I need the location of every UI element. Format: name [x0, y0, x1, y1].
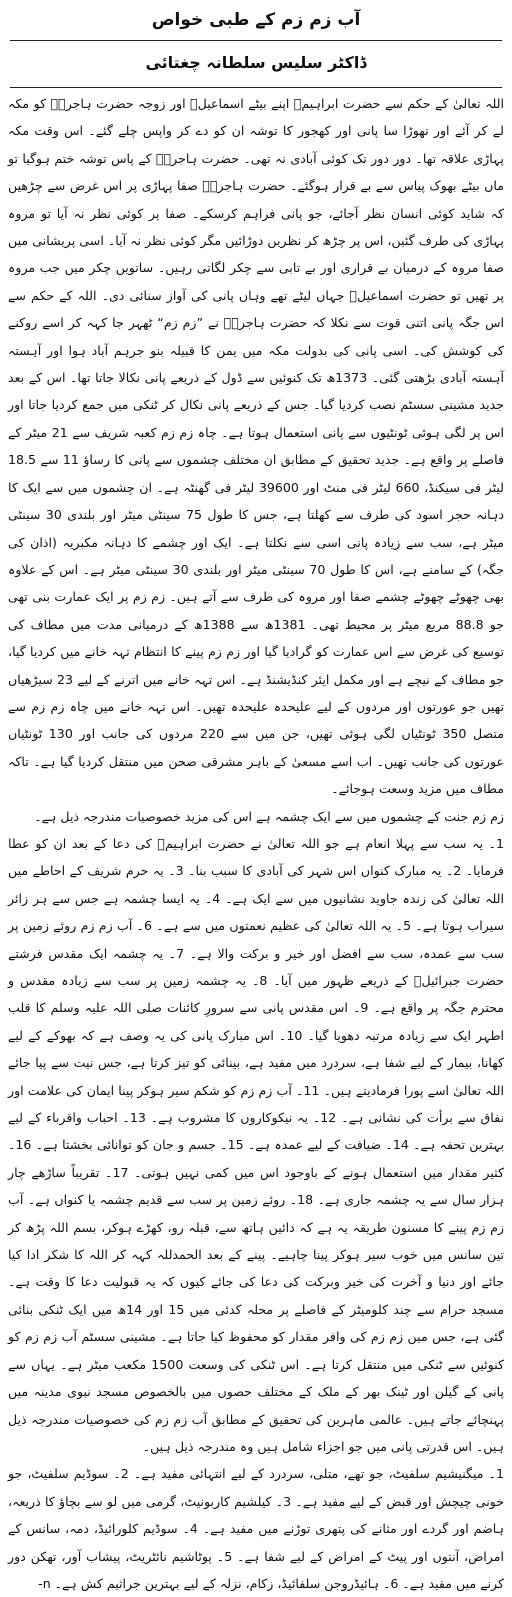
paragraph-history: اللہ تعالیٰ کے حکم سے حضرت ابراہیمؑ اپنے بیٹے اسماعیلؑ اور زوجہ حضرت ہاجرہؑ کو مکہ لے کر آئے اور تھوڑا سا پانی اور کھجور کا توشہ ان کو دے کر واپس چلے گئے۔ اس وقت مکہ پہاڑی علاقہ تھا۔ دور دور تک کوئی آبادی نہ تھی۔ حضرت ہاجرہؑ کے پاس توشہ ختم ہوگیا تو ماں بیٹے بھوک پیاس سے بے قرار ہوگئے۔ حضرت ہاجرہؑ صفا پہاڑی پر اس غرض سے چڑھیں کہ شاید کوئی انسان نظر آجائے، جو پانی فراہم کرسکے۔ صفا پر کوئی نظر نہ آیا تو مروہ پہاڑی کی طرف گئیں، اس پر چڑھ کر نظریں دوڑائیں مگر کوئی نظر نہ آیا۔ اسی پریشانی میں صفا مروہ کے درمیان بے قراری اور بے تابی سے چکر لگاتی رہیں۔ ساتویں چکر میں جب مروہ پر تھیں تو حضرت اسماعیلؑ جہاں لیٹے تھے وہاں پانی کی آواز سنائی دی۔ اللہ کے حکم سے اس جگہ پانی اتنی قوت سے نکلا کہ حضرت ہاجرہؑ نے ”زم زم“ ٹھہر جا کہہ کر اسے روکنے کی کوشش کی۔ اسی پانی کی بدولت مکہ میں یمن کا قبیلہ بنو جرہم آباد ہوا اور آہستہ آہستہ آبادی بڑھتی گئی۔ 1373ھ تک کنوئیں سے ڈول کے ذریعے پانی نکالا جاتا تھا۔ اس کے بعد جدید مشینی سسٹم نصب کردیا گیا۔ جس کے ذریعے پانی نکال کر ٹنکی میں جمع کردیا جاتا اور اس پر لگی ہوئی ٹونٹیوں سے پانی استعمال ہوتا ہے۔ چاہ زم زم کعبہ شریف سے 21 میٹر کے فاصلے پر واقع ہے۔ جدید تحقیق کے مطابق ان مختلف چشموں سے پانی کا رساؤ 11 سے 18.5 لیٹر فی سیکنڈ، 660 لیٹر فی منٹ اور 39600 لیٹر فی گھنٹہ ہے۔ ان چشموں میں سے ایک کا دہانہ حجر اسود کی طرف سے کھلتا ہے، جس کا طول 75 سینٹی میٹر اور بلندی 30 سینٹی میٹر ہے، سب سے زیادہ پانی اسی سے نکلتا ہے۔ ایک اور چشمے کا دہانہ مکبریہ (اذان کی جگہ) کے سامنے ہے، اس کا طول 70 سینٹی میٹر اور بلندی 30 سینٹی میٹر ہے۔ اس کے علاوہ بھی چھوٹے چھوٹے چشمے صفا اور مروہ کی طرف سے آتے ہیں۔ زم زم پر ایک عمارت بنی تھی جو 88.8 مربع میٹر پر محیط تھی۔ 1381ھ سے 1388ھ کے درمیانی مدت میں مطاف کی توسیع کی غرض سے اس عمارت کو گرادیا گیا اور زم زم پینے کا انتظام تہہ خانے میں کردیا گیا، جو مطاف کے نیچے ہے اور مکمل ایئر کنڈیشنڈ ہے۔ اس تہہ خانے میں اترنے کے لیے 23 سیڑھیاں تھیں جو عورتوں اور مردوں کے لیے علیحدہ علیحدہ تھیں۔ اس تہہ خانے میں چاہ زم زم سے متصل 350 ٹونٹیاں لگی ہوئی تھیں، جن میں سے 220 مردوں کی جانب اور 130 ٹونٹیاں عورتوں کی جانب تھیں۔ اب اسے مسعیٰ کے باہر مشرقی صحن میں منتقل کردیا گیا ہے۔ تاکہ مطاف میں مزید وسعت ہوجائے۔: [8, 96, 505, 797]
article-author: ڈاکٹر سلیس سلطانہ چغتائی: [145, 53, 367, 72]
paragraph-minerals-list: 1۔ میگنیشیم سلفیٹ، جو تھے، متلی، سردرد کے لیے انتہائی مفید ہے۔ 2۔ سوڈیم سلفیٹ، جو خونی چیچش اور قبض کے لیے مفید ہے۔ 3۔ کیلشیم کاربونیٹ، گرمی میں لو سے بچاؤ کا ذریعہ، ہاضم اور گردے اور مثانے کی پتھری توڑنے میں مفید ہے۔ 4۔ سوڈیم کلورائیڈ، دمہ، سانس کے امراض، آنتوں اور پیٹ کے امراض کے لیے شفا ہے۔ 5۔ پوٹاشیم نائٹریٹ، پیشاب آور، تھکن دور کرنے میں مفید ہے۔ 6۔ ہائیڈروجن سلفائیڈ، زکام، نزلہ کے لیے بہترین جراثیم کش ہے۔ n-: [8, 1466, 504, 1591]
paragraph-intro-features: زم زم جنت کے چشموں میں سے ایک چشمہ ہے اس کی مزید خصوصیات مندرجہ ذیل ہے۔: [34, 808, 504, 824]
article-title: آب زم زم کے طبی خواص: [151, 10, 361, 30]
article-body: [8, 88, 504, 1597]
paragraph-features-list: 1۔ یہ سب سے پہلا انعام ہے جو اللہ تعالیٰ نے حضرت ابراہیمؑ کی دعا کے بعد ان کو عطا فرمایا۔ 2۔ یہ مبارک کنواں اس شہر کی آبادی کا سبب بنا۔ 3۔ یہ حرم شریف کے احاطے میں اللہ تعالیٰ کی زندہ جاوید نشانیوں میں سے ایک ہے۔ 4۔ یہ ایسا چشمہ ہے جس سے ہر زائر سیراب ہوتا ہے۔ 5۔ یہ اللہ تعالیٰ کی عظیم نعمتوں میں سے ہے۔ 6۔ آب زم زم روئے زمین پر سب سے عمدہ، سب سے افضل اور خیر و برکت والا ہے۔ 7۔ یہ چشمہ ایک مقدس فرشتے حضرت جبرائیلؑ کے ذریعے ظہور میں آیا۔ 8۔ یہ چشمہ زمین پر سب سے زیادہ مقدس و محترم جگہ پر واقع ہے۔ 9۔ اس مقدس پانی سے سرورِ کائنات صلی اللہ علیہ وسلم کا قلب اطہر ایک سے زیادہ مرتبہ دھویا گیا۔ 10۔ اس مبارک پانی کی یہ وصف ہے کہ بھوکے کے لیے کھانا، بیمار کے لیے شفا ہے، سردرد میں مفید ہے، بینائی کو تیز کرتا ہے، جس نیت سے پیا جائے اللہ تعالیٰ اسے پورا فرمادیتے ہیں۔ 11۔ آب زم زم کو شکم سیر ہوکر پینا ایمان کی علامت اور نفاق سے برأت کی نشانی ہے۔ 12۔ یہ نیکوکاروں کا مشروب ہے۔ 13۔ احباب واقرباء کے لیے بہترین تحفہ ہے۔ 14۔ ضیافت کے لیے عمدہ ہے۔ 15۔ جسم و جان کو توانائی بخشتا ہے۔ 16۔ کثیر مقدار میں استعمال ہونے کے باوجود اس میں کمی نہیں ہوتی۔ 17۔ تقریباً ساڑھے چار ہزار سال سے یہ چشمہ جاری ہے۔ 18۔ روئے زمین پر سب سے قدیم چشمہ یا کنواں ہے۔ آب زم زم پینے کا مسنون طریقہ یہ ہے کہ دائیں ہاتھ سے، قبلہ رو، کھڑے ہوکر، بسم اللہ پڑھ کر تین سانس میں خوب سیر ہوکر پینا چاہیے۔ پینے کے بعد الحمدللہ کہہ کر اللہ کا شکر ادا کیا جائے اور دنیا و آخرت کی خیر وبرکت کی دعا کی جائے کیوں کہ یہ قبولیت دعا کا وقت ہے۔ مسجد حرام سے چند کلومیٹر کے فاصلے پر محلہ کدئی میں 15 اور 14ھ میں ایک ٹنکی بنائی گئی ہے، جس میں زم زم کی وافر مقدار کو محفوظ کیا جاتا ہے۔ مشینی سسٹم آب زم زم کو کنوئیں سے ٹنکی میں منتقل کرتا ہے۔ اس ٹنکی کی وسعت 1500 مکعب میٹر ہے۔ یہاں سے پانی کے گیلن اور ٹینک بھر کے ملک کے مختلف حصوں میں بالخصوص مسجد نبوی مدینہ میں پہنچائے جاتے ہیں۔ عالمی ماہرین کی تحقیق کے مطابق آب زم زم کی خصوصیات مندرجہ ذیل ہیں۔ اس قدرتی پانی میں جو اجزاء شامل ہیں وہ مندرجہ ذیل ہیں۔: [8, 835, 505, 1454]
